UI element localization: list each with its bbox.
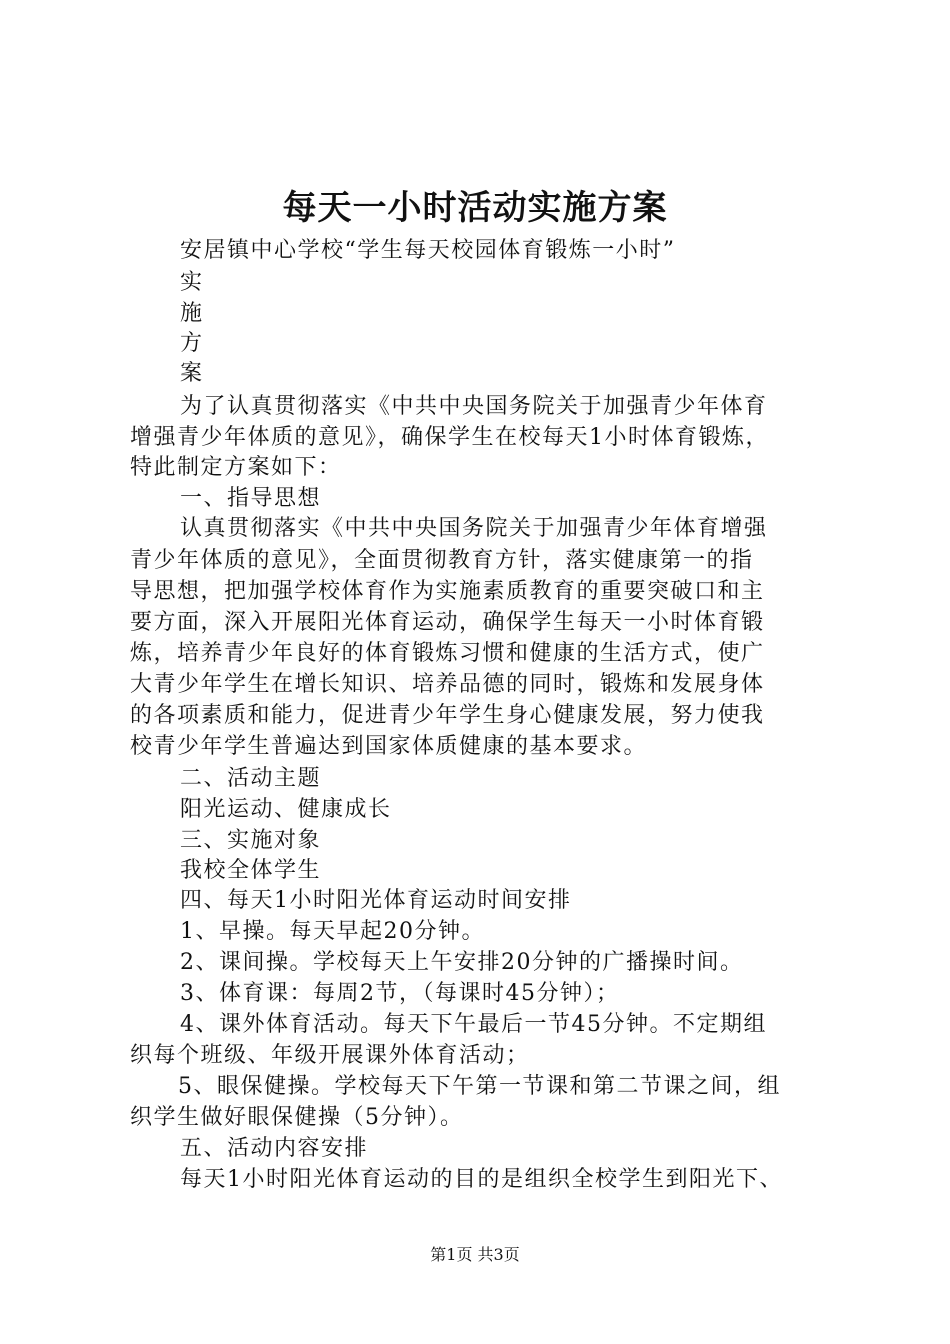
list-item: 4、课外体育活动。每天下午最后一节45分钟。不定期组 [180,1012,767,1037]
list-item: 2、课间操。学校每天上午安排20分钟的广播操时间。 [180,950,744,975]
list-item: 织每个班级、年级开展课外体育活动； [130,1043,530,1068]
section-heading: 三、实施对象 [180,828,322,853]
body-line: 青少年体质的意见》，全面贯彻教育方针，落实健康第一的指 [130,548,754,573]
body-line: 导思想，把加强学校体育作为实施素质教育的重要突破口和主 [130,579,765,604]
body-line: 的各项素质和能力，促进青少年学生身心健康发展，努力使我 [130,703,765,728]
subtitle-char: 施 [180,301,204,326]
body-line: 每天1小时阳光体育运动的目的是组织全校学生到阳光下、 [180,1167,783,1192]
subtitle-char: 实 [180,270,204,295]
body-line: 为了认真贯彻落实《中共中央国务院关于加强青少年体育 [180,394,768,419]
list-item: 5、眼保健操。学校每天下午第一节课和第二节课之间，组 [178,1074,781,1099]
subtitle-char: 方 [180,331,204,356]
body-line: 增强青少年体质的意见》，确保学生在校每天1小时体育锻炼， [130,425,769,450]
section-heading: 一、指导思想 [180,486,322,511]
page-footer: 第1页 共3页 [430,1245,520,1264]
subtitle-char: 案 [180,361,204,386]
body-line: 要方面，深入开展阳光体育运动，确保学生每天一小时体育锻 [130,610,765,635]
list-item: 3、体育课：每周2节，（每课时45分钟）； [180,981,620,1006]
body-line: 特此制定方案如下： [130,455,342,480]
body-line: 认真贯彻落实《中共中央国务院关于加强青少年体育增强 [180,516,768,541]
section-heading: 五、活动内容安排 [180,1136,369,1161]
section-heading: 二、活动主题 [180,766,322,791]
section-heading: 四、每天1小时阳光体育运动时间安排 [180,888,572,913]
body-line: 阳光运动、健康成长 [180,797,392,822]
document-title: 每天一小时活动实施方案 [282,188,668,228]
list-item: 织学生做好眼保健操（5分钟）。 [130,1105,464,1130]
body-line: 我校全体学生 [180,858,322,883]
body-line: 校青少年学生普遍达到国家体质健康的基本要求。 [130,734,648,759]
body-line: 炼，培养青少年良好的体育锻炼习惯和健康的生活方式，使广 [130,641,765,666]
body-line: 大青少年学生在增长知识、培养品德的同时，锻炼和发展身体 [130,672,765,697]
list-item: 1、早操。每天早起20分钟。 [180,919,485,944]
subtitle: 安居镇中心学校“学生每天校园体育锻炼一小时” [180,238,676,263]
